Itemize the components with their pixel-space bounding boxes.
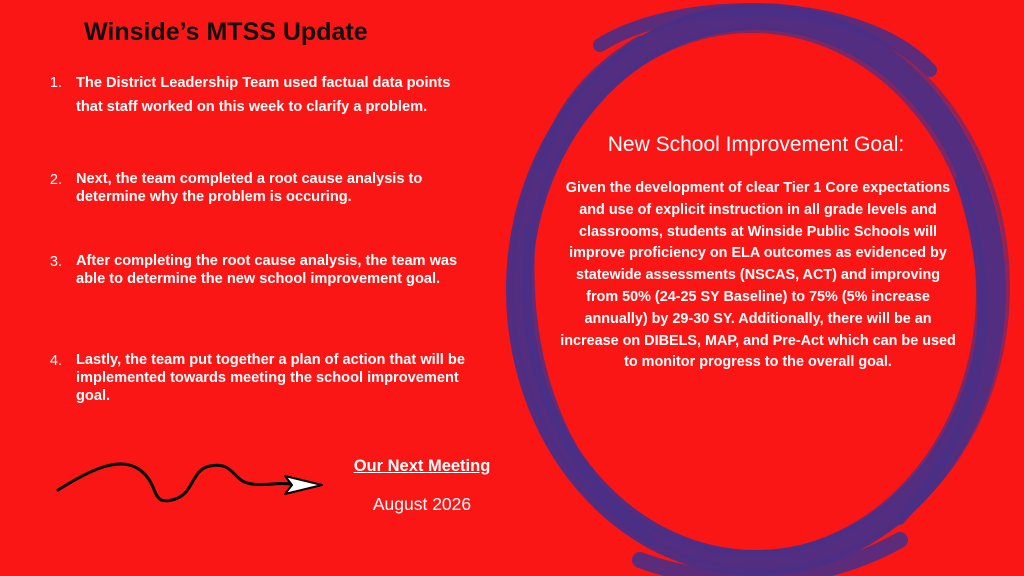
next-meeting-date: August 2026 — [372, 494, 472, 514]
goal-heading: New School Improvement Goal: — [607, 133, 905, 156]
list-number: 2. — [49, 172, 62, 188]
list-number: 3. — [49, 254, 62, 270]
list-text: Lastly, the team put together a plan of action that will be implemented towards meeting the school improvement goal. — [76, 352, 465, 404]
slide-title: Winside’s MTSS Update — [84, 18, 368, 46]
list-text: Next, the team completed a root cause analysis to determine why the problem is occuring. — [76, 171, 423, 205]
list-number: 4. — [49, 353, 62, 369]
goal-body: Given the development of clear Tier 1 Core expectations and use of explicit instruction in all grade levels and classrooms, students at Winside Public Schools will improve proficiency on ELA outcomes as evidenced by statewide assessments (NSCAS, ACT) and improving from 50% (24-25 SY Baseline) to 75% (5% increase annually) by 29-30 SY. Additionally, there will be an increase on DIBELS, MAP, and Pre-Act which can be used to monitor progress to the overall goal. — [560, 180, 956, 371]
list-number: 1. — [49, 75, 62, 91]
list-text: The District Leadership Team used factual data points that staff worked on this week to clarify a problem. — [76, 75, 451, 115]
list-text: After completing the root cause analysis, the team was able to determine the new school improvement goal. — [76, 253, 458, 287]
next-meeting-label: Our Next Meeting — [353, 457, 491, 475]
